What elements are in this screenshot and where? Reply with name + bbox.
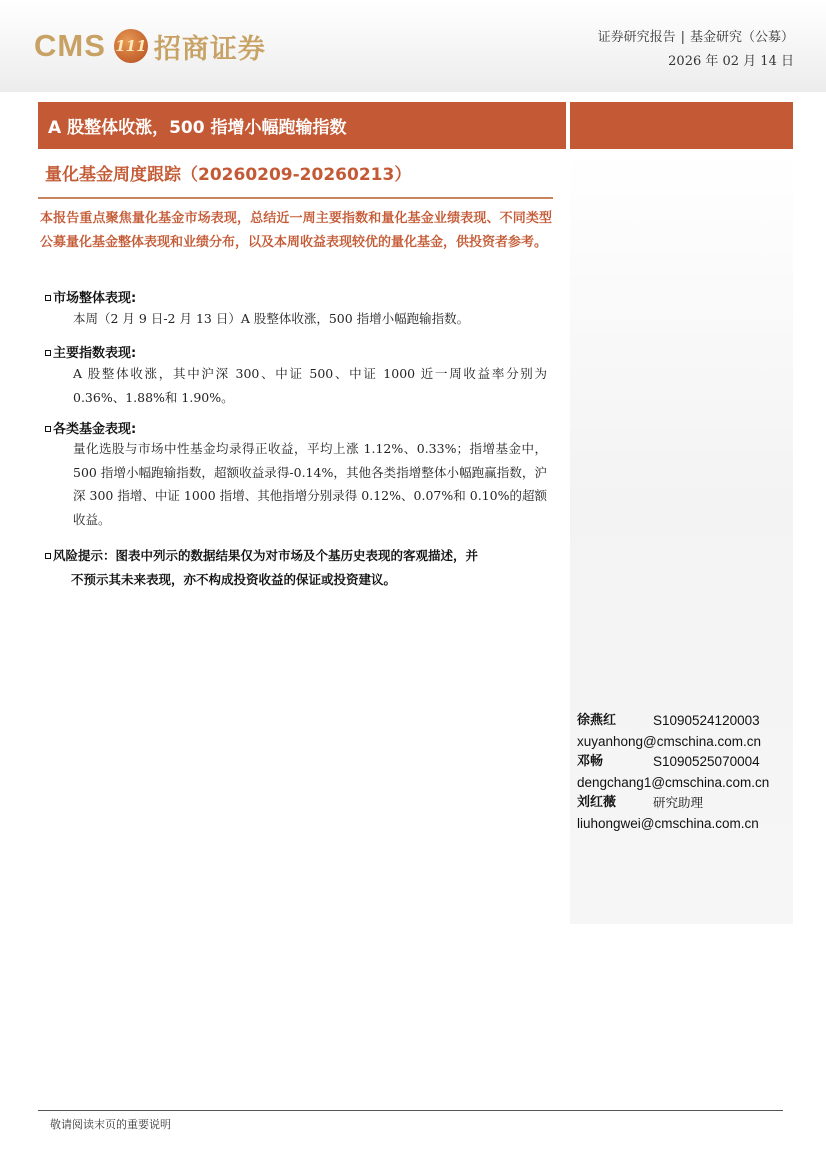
subtitle-divider [38,197,553,199]
section-heading-indices [45,342,136,361]
report-summary: 本报告重点聚焦量化基金市场表现，总结近一周主要指数和量化基金业绩表现、不同类型公募量化基金整体表现和业绩分布，以及本周收益表现较优的量化基金，供投资者参考。 [40,211,552,250]
logo-cms-text: CMS [34,28,106,63]
footer-disclaimer: 敬请阅读末页的重要说明 [50,1118,171,1131]
section-heading-market [45,287,136,306]
analyst-code: S1090524120003 [653,713,760,728]
section-body-funds: 量化选股与市场中性基金均录得正收益，平均上涨 1.12%、0.33%；指增基金中，500 指增小幅跑输指数，超额收益录得-0.14%，其他各类指增整体小幅跑赢指数，沪深 300 指增、中证 1000 指增、其他指增分别录得 0.12%、0.07%和 0.10%的超额收益。 [73,441,547,527]
analyst-row [577,711,792,732]
logo-company-name: 招商证券 [153,33,266,65]
report-category: 证券研究报告 [597,30,676,45]
analyst-name: 刘红薇 [577,795,617,810]
analyst-email[interactable]: xuyanhong@cmschina.com.cn [577,733,762,749]
logo-emblem-icon: 111 [114,29,148,63]
report-date: 2026 年 02 月 14 日 [668,54,794,69]
section-body-indices: A 股整体收涨，其中沪深 300、中证 500、中证 1000 近一周收益率分别为 0.36%、1.88%和 1.90%。 [73,366,547,405]
analyst-name: 邓畅 [577,754,604,769]
report-type-separator: | [680,30,685,45]
section-heading-funds [45,418,136,437]
risk-warning [45,544,550,591]
risk-warning-line [45,544,550,568]
risk-warning-line: 不预示其未来表现，亦不构成投资收益的保证或投资建议。 [71,571,397,587]
sidebar-banner [570,102,793,149]
report-type [598,26,794,45]
section-heading-text: 各类基金表现: [53,422,137,437]
section-heading-text: 主要指数表现: [53,346,137,361]
analyst-row [577,793,792,814]
risk-warning-text: 风险提示：图表中列示的数据结果仅为对市场及个基历史表现的客观描述，并 [53,548,479,563]
section-heading-text: 市场整体表现: [53,291,137,306]
analyst-contacts [577,711,792,834]
checkbox-bullet-icon [45,426,51,432]
section-body-market: 本周（2 月 9 日-2 月 13 日）A 股整体收涨，500 指增小幅跑输指数。 [73,311,470,326]
analyst-email[interactable]: liuhongwei@cmschina.com.cn [577,815,759,831]
company-logo [34,24,266,68]
checkbox-bullet-icon [45,295,51,301]
report-title-banner [38,102,566,149]
analyst-code: S1090525070004 [653,754,760,769]
report-title: A 股整体收涨，500 指增小幅跑输指数 [48,118,347,138]
analyst-name: 徐燕红 [577,713,617,728]
footer-divider [38,1110,783,1111]
analyst-email[interactable]: dengchang1@cmschina.com.cn [577,774,770,790]
checkbox-bullet-icon [45,553,51,559]
analyst-role: 研究助理 [653,795,704,810]
report-subtitle: 量化基金周度跟踪（20260209-20260213） [45,165,412,185]
checkbox-bullet-icon [45,350,51,356]
report-subcategory: 基金研究（公募） [689,30,794,45]
analyst-row [577,752,792,773]
